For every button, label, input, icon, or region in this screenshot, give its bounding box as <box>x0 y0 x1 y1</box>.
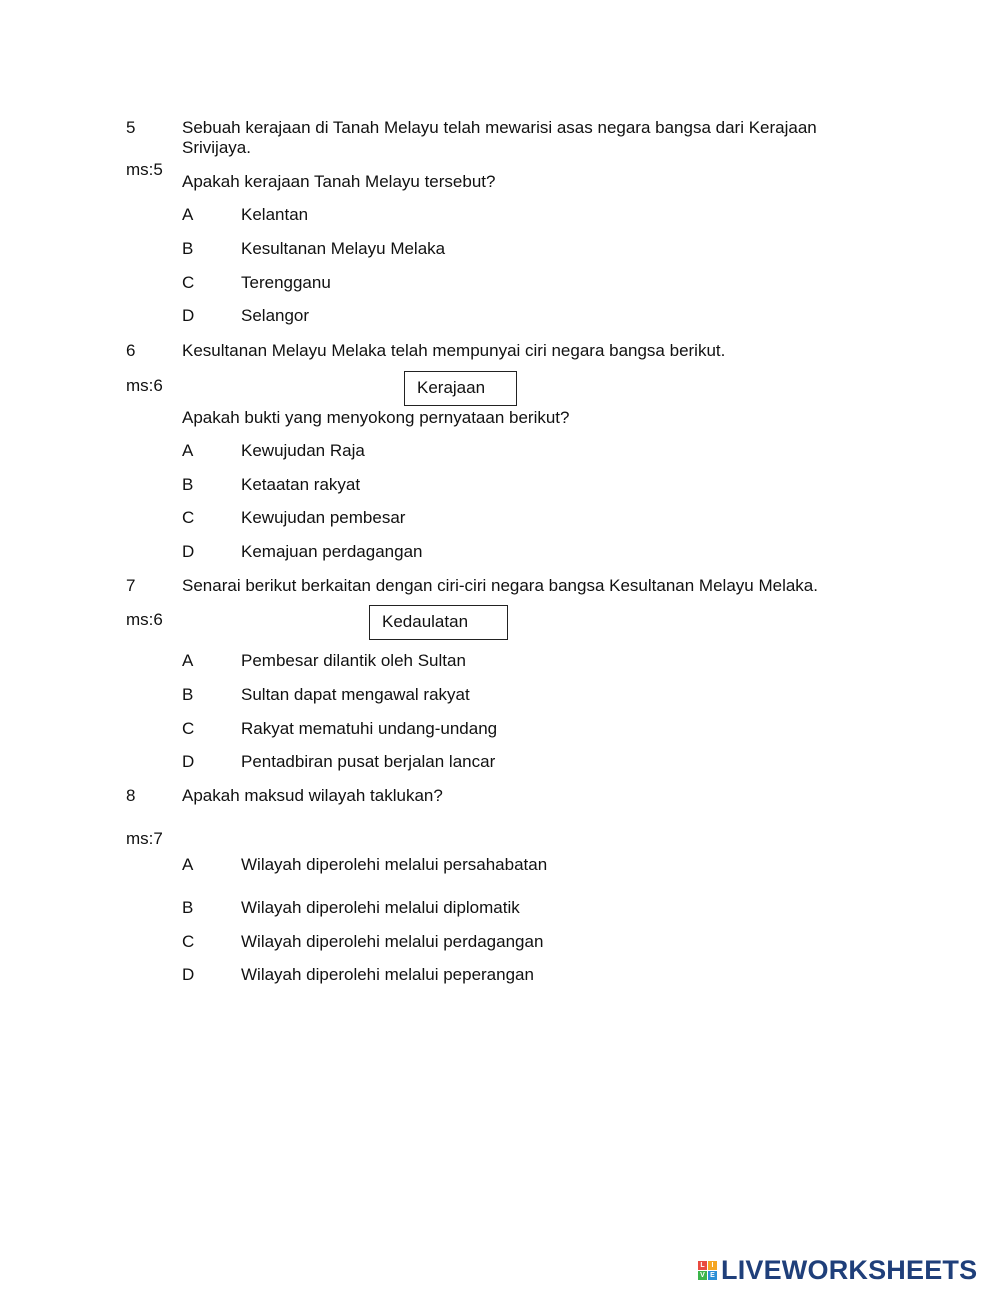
q6-option-d-text[interactable]: Kemajuan perdagangan <box>241 542 423 561</box>
q8-stem: Apakah maksud wilayah taklukan? <box>182 786 443 805</box>
q8-option-a-text[interactable]: Wilayah diperolehi melalui persahabatan <box>241 855 548 874</box>
q8-ref: ms:7 <box>126 829 163 848</box>
q7-option-a-text[interactable]: Pembesar dilantik oleh Sultan <box>241 651 466 670</box>
q8-option-b-text[interactable]: Wilayah diperolehi melalui diplomatik <box>241 898 520 917</box>
q5-option-b-text[interactable]: Kesultanan Melayu Melaka <box>241 239 446 258</box>
q5-option-d-letter[interactable]: D <box>182 306 195 325</box>
q8-option-b-letter[interactable]: B <box>182 898 194 917</box>
q6-option-b-text[interactable]: Ketaatan rakyat <box>241 475 361 494</box>
q7-ref: ms:6 <box>126 610 163 629</box>
q7-option-a-letter[interactable]: A <box>182 651 194 670</box>
q7-option-c-letter[interactable]: C <box>182 719 195 738</box>
q5-question: Apakah kerajaan Tanah Melayu tersebut? <box>182 172 496 191</box>
q8-option-c-letter[interactable]: C <box>182 932 195 951</box>
q8-number: 8 <box>126 786 136 805</box>
q6-boxed-term: Kerajaan <box>404 371 517 406</box>
q5-option-b-letter[interactable]: B <box>182 239 194 258</box>
q6-question: Apakah bukti yang menyokong pernyataan berikut? <box>182 408 570 427</box>
q7-option-d-text[interactable]: Pentadbiran pusat berjalan lancar <box>241 752 496 771</box>
q6-option-c-text[interactable]: Kewujudan pembesar <box>241 508 406 527</box>
q5-ref: ms:5 <box>126 160 163 179</box>
q7-stem: Senarai berikut berkaitan dengan ciri-ciri negara bangsa Kesultanan Melayu Melaka. <box>182 576 818 595</box>
q5-option-a-text[interactable]: Kelantan <box>241 205 309 224</box>
q5-option-a-letter[interactable]: A <box>182 205 194 224</box>
q6-option-b-letter[interactable]: B <box>182 475 194 494</box>
logo-tile-i: I <box>708 1261 717 1270</box>
q6-ref: ms:6 <box>126 376 163 395</box>
q7-number: 7 <box>126 576 136 595</box>
q6-option-c-letter[interactable]: C <box>182 508 195 527</box>
q6-option-a-letter[interactable]: A <box>182 441 194 460</box>
q5-option-c-letter[interactable]: C <box>182 273 195 292</box>
q5-option-c-text[interactable]: Terengganu <box>241 273 331 292</box>
liveworksheets-logo <box>698 1256 977 1284</box>
q7-option-c-text[interactable]: Rakyat mematuhi undang-undang <box>241 719 498 738</box>
q7-option-d-letter[interactable]: D <box>182 752 195 771</box>
q7-option-b-letter[interactable]: B <box>182 685 194 704</box>
liveworksheets-logo-text: LIVEWORKSHEETS <box>721 1254 978 1285</box>
q6-number: 6 <box>126 341 136 360</box>
logo-tile-l: L <box>698 1261 707 1270</box>
logo-tile-e: E <box>708 1271 717 1280</box>
q5-number: 5 <box>126 118 136 137</box>
q6-option-d-letter[interactable]: D <box>182 542 195 561</box>
q5-option-d-text[interactable]: Selangor <box>241 306 310 325</box>
q6-option-a-text[interactable]: Kewujudan Raja <box>241 441 365 460</box>
q7-boxed-term: Kedaulatan <box>369 605 508 640</box>
q8-option-d-text[interactable]: Wilayah diperolehi melalui peperangan <box>241 965 534 984</box>
q8-option-c-text[interactable]: Wilayah diperolehi melalui perdagangan <box>241 932 544 951</box>
liveworksheets-logo-icon <box>698 1261 717 1280</box>
q7-option-b-text[interactable]: Sultan dapat mengawal rakyat <box>241 685 470 704</box>
q8-option-a-letter[interactable]: A <box>182 855 194 874</box>
q5-stem: Sebuah kerajaan di Tanah Melayu telah mewarisi asas negara bangsa dari Kerajaan Srivijaya. <box>182 118 817 157</box>
q8-option-d-letter[interactable]: D <box>182 965 195 984</box>
logo-tile-v: V <box>698 1271 707 1280</box>
q6-stem: Kesultanan Melayu Melaka telah mempunyai ciri negara bangsa berikut. <box>182 341 726 360</box>
